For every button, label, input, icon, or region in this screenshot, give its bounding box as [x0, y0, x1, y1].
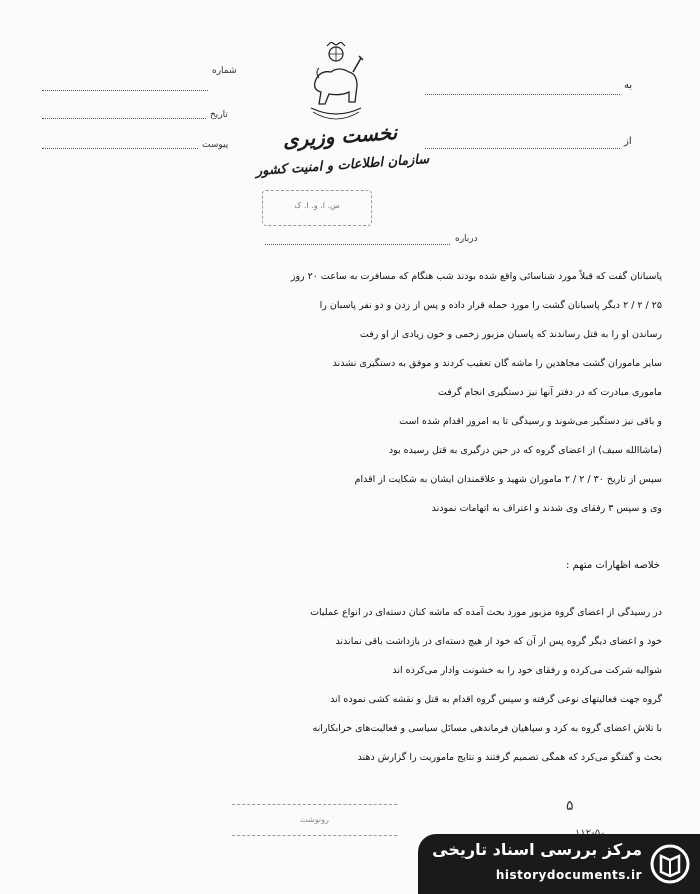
body-line: و باقی نیز دستگیر می‌شوند و رسیدگی تا به امروز اقدام شده است [399, 416, 662, 427]
watermark-url[interactable]: historydocuments.ir [495, 868, 642, 882]
body-line: سایر ماموران گشت مجاهدین را ماشه گان تعقیب کردند و موفق به دستگیری نشدند [332, 358, 662, 369]
body-line: پاسبانان گفت که قبلاً مورد شناسائی واقع شده بودند شب هنگام که مسافرت به ساعت ۲۰ روز [290, 271, 662, 282]
watermark-title: مرکز بررسی اسناد تاریخی [432, 840, 642, 859]
section-heading: خلاصه اظهارات متهم : [566, 560, 660, 571]
organization-title: سازمان اطلاعات و امنیت کشور [255, 151, 430, 180]
body-line: ۲۵ / ۲ / ۲ دیگر پاسبانان گشت را مورد حمله قرار داده و پس از زدن و دو نفر پاسبان را [319, 300, 662, 311]
watermark-banner[interactable] [418, 834, 700, 894]
number-dotted-line [42, 90, 208, 91]
book-logo-icon [650, 842, 690, 886]
from-dotted-line [425, 148, 620, 149]
regarding-label: درباره [455, 234, 478, 244]
body-line: شوالیه شرکت می‌کرده و رفقای خود را به خشونت وادار می‌کرده اند [392, 665, 662, 676]
body-line: سپس از تاریخ ۳۰ / ۲ / ۲ ماموران شهید و علاقمندان ایشان به شکایت از اقدام [354, 474, 662, 485]
attachment-dotted-line [42, 148, 198, 149]
date-label: تاریخ [210, 110, 228, 120]
body-line: خود و اعضای دیگر گروه پس از آن که خود از هیچ دسته‌ای در بازداشت باقی نماندند [335, 636, 662, 647]
from-mark: از [624, 136, 632, 147]
body-line: بحث و گفتگو می‌کرد که همگی تصمیم گرفتند و نتایج ماموریت را گزارش دهند [357, 752, 662, 763]
body-line: رساندن او را به قتل رساندند که پاسبان مزبور زخمی و خون زیادی از او رفت [359, 329, 662, 340]
body-line: (ماشاالله سیف) از اعضای گروه که در حین درگیری به قتل رسیده بود [388, 445, 662, 456]
bottom-stamp: رونوشت [232, 804, 397, 836]
body-paragraph-1 [40, 262, 662, 523]
number-label: شماره [212, 66, 237, 76]
regarding-dotted-line [265, 244, 450, 245]
attachment-label: پیوست [202, 140, 229, 150]
body-line: در رسیدگی از اعضای گروه مزبور مورد بحث آمده که ماشه کنان دسته‌ای در انواع عملیات [310, 607, 662, 618]
to-mark: به [624, 80, 633, 91]
to-dotted-line [425, 94, 620, 95]
office-title: نخست وزیری [282, 120, 398, 152]
date-dotted-line [42, 118, 206, 119]
body-line: با تلاش اعضای گروه به کرد و سپاهیان فرماندهی مسائل سیاسی و فعالیت‌های خرابکارانه [312, 723, 662, 734]
margin-note: ۵ [566, 798, 574, 814]
body-paragraph-2 [40, 598, 662, 772]
lion-sun-emblem-icon [305, 42, 367, 128]
body-line: وی و سپس ۳ رفقای وی شدند و اعتراف به اتهامات نمودند [431, 503, 662, 514]
classification-stamp: س. ا. و. ا. ک [262, 190, 372, 226]
body-line: ماموری مبادرت که در دفتر آنها نیز دستگیری انجام گرفت [437, 387, 662, 398]
body-line: گروه جهت فعالیتهای نوعی گرفته و سپس گروه اقدام به قتل و نقشه کشی نموده اند [330, 694, 662, 705]
